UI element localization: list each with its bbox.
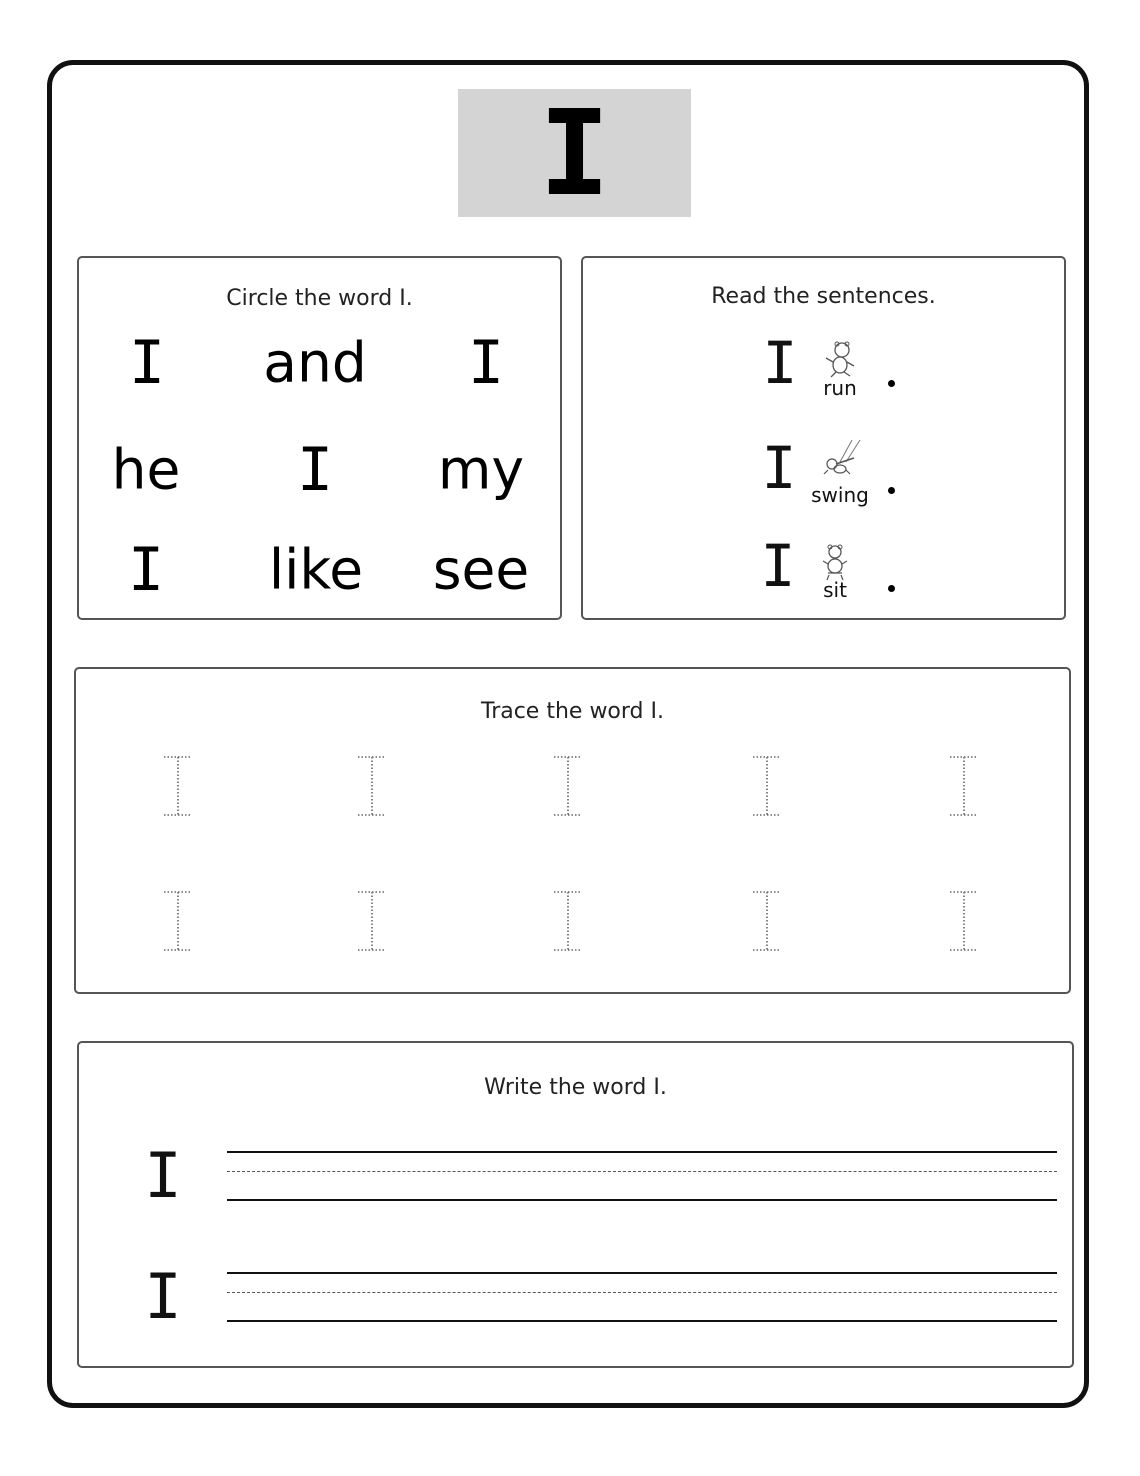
circle-word-panel xyxy=(77,256,562,620)
dotted-letter-I[interactable] xyxy=(552,755,584,817)
swinging-bear-icon xyxy=(818,438,862,476)
word-choice[interactable]: see xyxy=(432,537,530,602)
word-choice[interactable]: I xyxy=(128,328,166,398)
writing-line-top xyxy=(227,1272,1057,1274)
title-box xyxy=(458,84,691,222)
writing-line-mid xyxy=(227,1292,1057,1293)
model-letter: I xyxy=(144,1260,182,1333)
word-choice[interactable]: I xyxy=(127,535,165,605)
sentence-subject: I xyxy=(760,532,796,600)
sentence-subject: I xyxy=(761,434,797,502)
word-choice[interactable]: I xyxy=(467,328,505,398)
sentence-period xyxy=(888,380,895,387)
sentence-word: run xyxy=(823,376,857,400)
word-choice[interactable]: and xyxy=(263,330,367,395)
trace-word-panel xyxy=(74,667,1071,994)
word-choice[interactable]: like xyxy=(268,537,364,602)
word-choice[interactable]: I xyxy=(296,435,334,505)
dotted-letter-I[interactable] xyxy=(356,755,388,817)
trace-word-instructions: Trace the word I. xyxy=(480,699,664,724)
dotted-letter-I[interactable] xyxy=(751,890,783,952)
sight-word-title: I xyxy=(538,84,611,222)
dotted-letter-I[interactable] xyxy=(751,755,783,817)
dotted-letter-I[interactable] xyxy=(162,890,194,952)
writing-line-base xyxy=(227,1199,1057,1201)
sitting-bear-icon xyxy=(815,543,859,581)
running-bear-icon xyxy=(818,340,862,378)
writing-line-base xyxy=(227,1320,1057,1322)
dotted-letter-I[interactable] xyxy=(552,890,584,952)
dotted-letter-I[interactable] xyxy=(162,755,194,817)
dotted-letter-I[interactable] xyxy=(948,890,980,952)
sentence-period xyxy=(888,585,895,592)
sentence-word: sit xyxy=(823,578,847,602)
dotted-letter-I[interactable] xyxy=(948,755,980,817)
write-word-panel xyxy=(77,1041,1074,1368)
dotted-letter-I[interactable] xyxy=(356,890,388,952)
write-word-instructions: Write the word I. xyxy=(484,1075,667,1100)
circle-word-instructions: Circle the word I. xyxy=(226,286,413,311)
word-choice[interactable]: my xyxy=(437,437,525,502)
model-letter: I xyxy=(144,1139,182,1212)
sentence-period xyxy=(888,487,895,494)
read-sentences-instructions: Read the sentences. xyxy=(711,284,936,309)
word-choice[interactable]: he xyxy=(111,437,181,502)
read-sentences-panel xyxy=(581,256,1066,620)
sentence-word: swing xyxy=(811,483,869,507)
writing-line-top xyxy=(227,1151,1057,1153)
sentence-subject: I xyxy=(762,329,798,397)
writing-line-mid xyxy=(227,1171,1057,1172)
